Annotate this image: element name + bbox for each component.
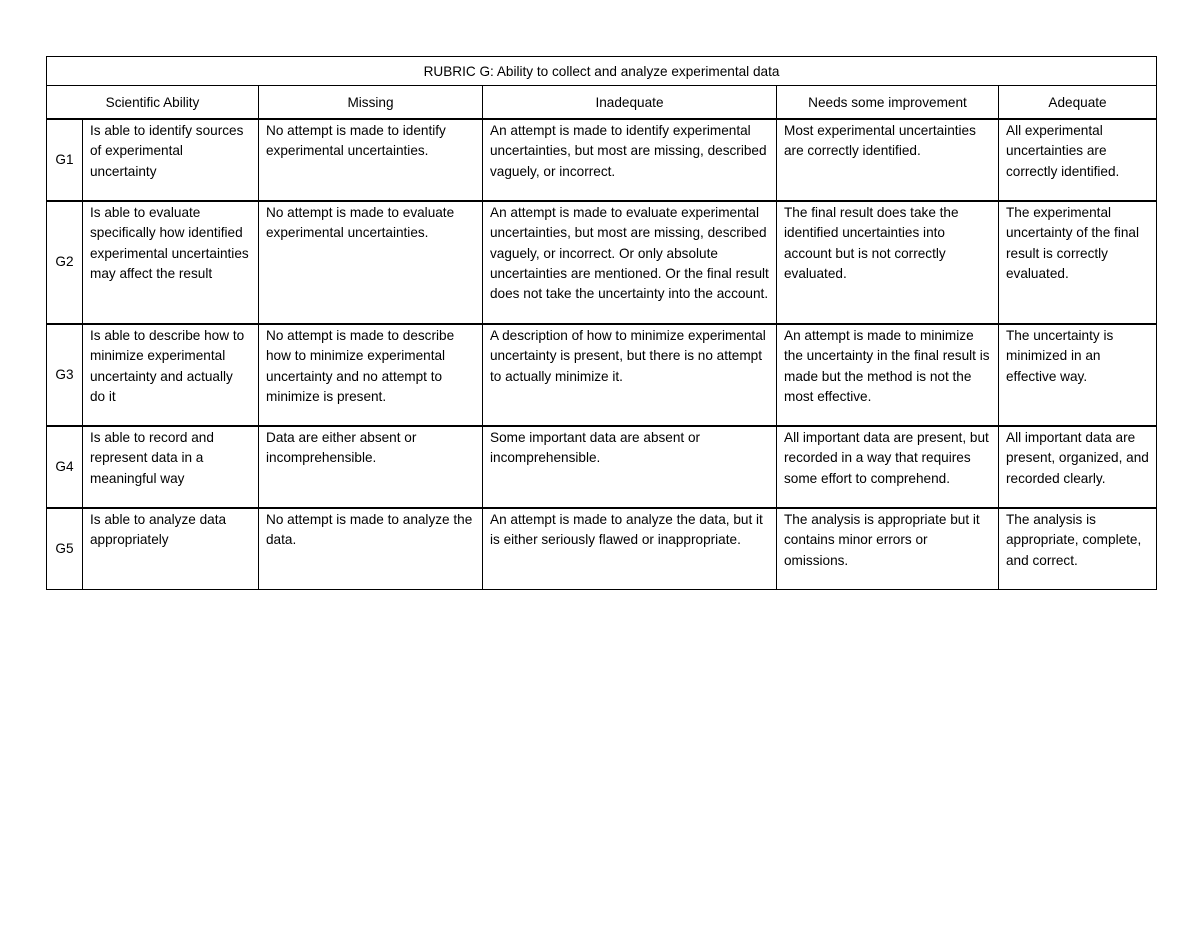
header-row bbox=[47, 86, 1157, 120]
ability-cell: Is able to analyze data appropriately bbox=[83, 508, 259, 590]
table-row bbox=[47, 508, 1157, 590]
needs-improvement-cell: An attempt is made to minimize the uncertainty in the final result is made but the method is not the most effective. bbox=[777, 324, 999, 426]
inadequate-cell: An attempt is made to analyze the data, but it is either seriously flawed or inappropriate. bbox=[483, 508, 777, 590]
header-scientific-ability: Scientific Ability bbox=[47, 86, 259, 120]
ability-cell: Is able to record and represent data in a meaningful way bbox=[83, 426, 259, 508]
row-id: G4 bbox=[47, 426, 83, 508]
adequate-cell: The uncertainty is minimized in an effective way. bbox=[999, 324, 1157, 426]
inadequate-cell: Some important data are absent or incomprehensible. bbox=[483, 426, 777, 508]
ability-cell: Is able to evaluate specifically how identified experimental uncertainties may affect the result bbox=[83, 201, 259, 324]
inadequate-cell: A description of how to minimize experimental uncertainty is present, but there is no attempt to actually minimize it. bbox=[483, 324, 777, 426]
missing-cell: No attempt is made to evaluate experimental uncertainties. bbox=[259, 201, 483, 324]
rubric-title: RUBRIC G: Ability to collect and analyze experimental data bbox=[47, 57, 1157, 86]
table-row bbox=[47, 201, 1157, 324]
missing-cell: Data are either absent or incomprehensible. bbox=[259, 426, 483, 508]
needs-improvement-cell: The analysis is appropriate but it contains minor errors or omissions. bbox=[777, 508, 999, 590]
header-missing: Missing bbox=[259, 86, 483, 120]
row-id: G3 bbox=[47, 324, 83, 426]
header-adequate: Adequate bbox=[999, 86, 1157, 120]
ability-cell: Is able to describe how to minimize experimental uncertainty and actually do it bbox=[83, 324, 259, 426]
ability-cell: Is able to identify sources of experimental uncertainty bbox=[83, 119, 259, 201]
missing-cell: No attempt is made to identify experimental uncertainties. bbox=[259, 119, 483, 201]
title-row bbox=[47, 57, 1157, 86]
inadequate-cell: An attempt is made to identify experimental uncertainties, but most are missing, described vaguely, or incorrect. bbox=[483, 119, 777, 201]
needs-improvement-cell: The final result does take the identified uncertainties into account but is not correctly evaluated. bbox=[777, 201, 999, 324]
adequate-cell: The experimental uncertainty of the final result is correctly evaluated. bbox=[999, 201, 1157, 324]
rubric-table bbox=[46, 56, 1157, 590]
inadequate-cell: An attempt is made to evaluate experimental uncertainties, but most are missing, described vaguely, or incorrect. Or only absolute uncertainties are mentioned. Or the final result does not take the uncertainty into the account. bbox=[483, 201, 777, 324]
table-row bbox=[47, 324, 1157, 426]
row-id: G2 bbox=[47, 201, 83, 324]
table-row bbox=[47, 426, 1157, 508]
row-id: G5 bbox=[47, 508, 83, 590]
adequate-cell: All important data are present, organized, and recorded clearly. bbox=[999, 426, 1157, 508]
missing-cell: No attempt is made to analyze the data. bbox=[259, 508, 483, 590]
adequate-cell: All experimental uncertainties are correctly identified. bbox=[999, 119, 1157, 201]
needs-improvement-cell: Most experimental uncertainties are correctly identified. bbox=[777, 119, 999, 201]
table-row bbox=[47, 119, 1157, 201]
row-id: G1 bbox=[47, 119, 83, 201]
missing-cell: No attempt is made to describe how to minimize experimental uncertainty and no attempt to minimize is present. bbox=[259, 324, 483, 426]
needs-improvement-cell: All important data are present, but recorded in a way that requires some effort to comprehend. bbox=[777, 426, 999, 508]
header-needs-improvement: Needs some improvement bbox=[777, 86, 999, 120]
adequate-cell: The analysis is appropriate, complete, and correct. bbox=[999, 508, 1157, 590]
header-inadequate: Inadequate bbox=[483, 86, 777, 120]
